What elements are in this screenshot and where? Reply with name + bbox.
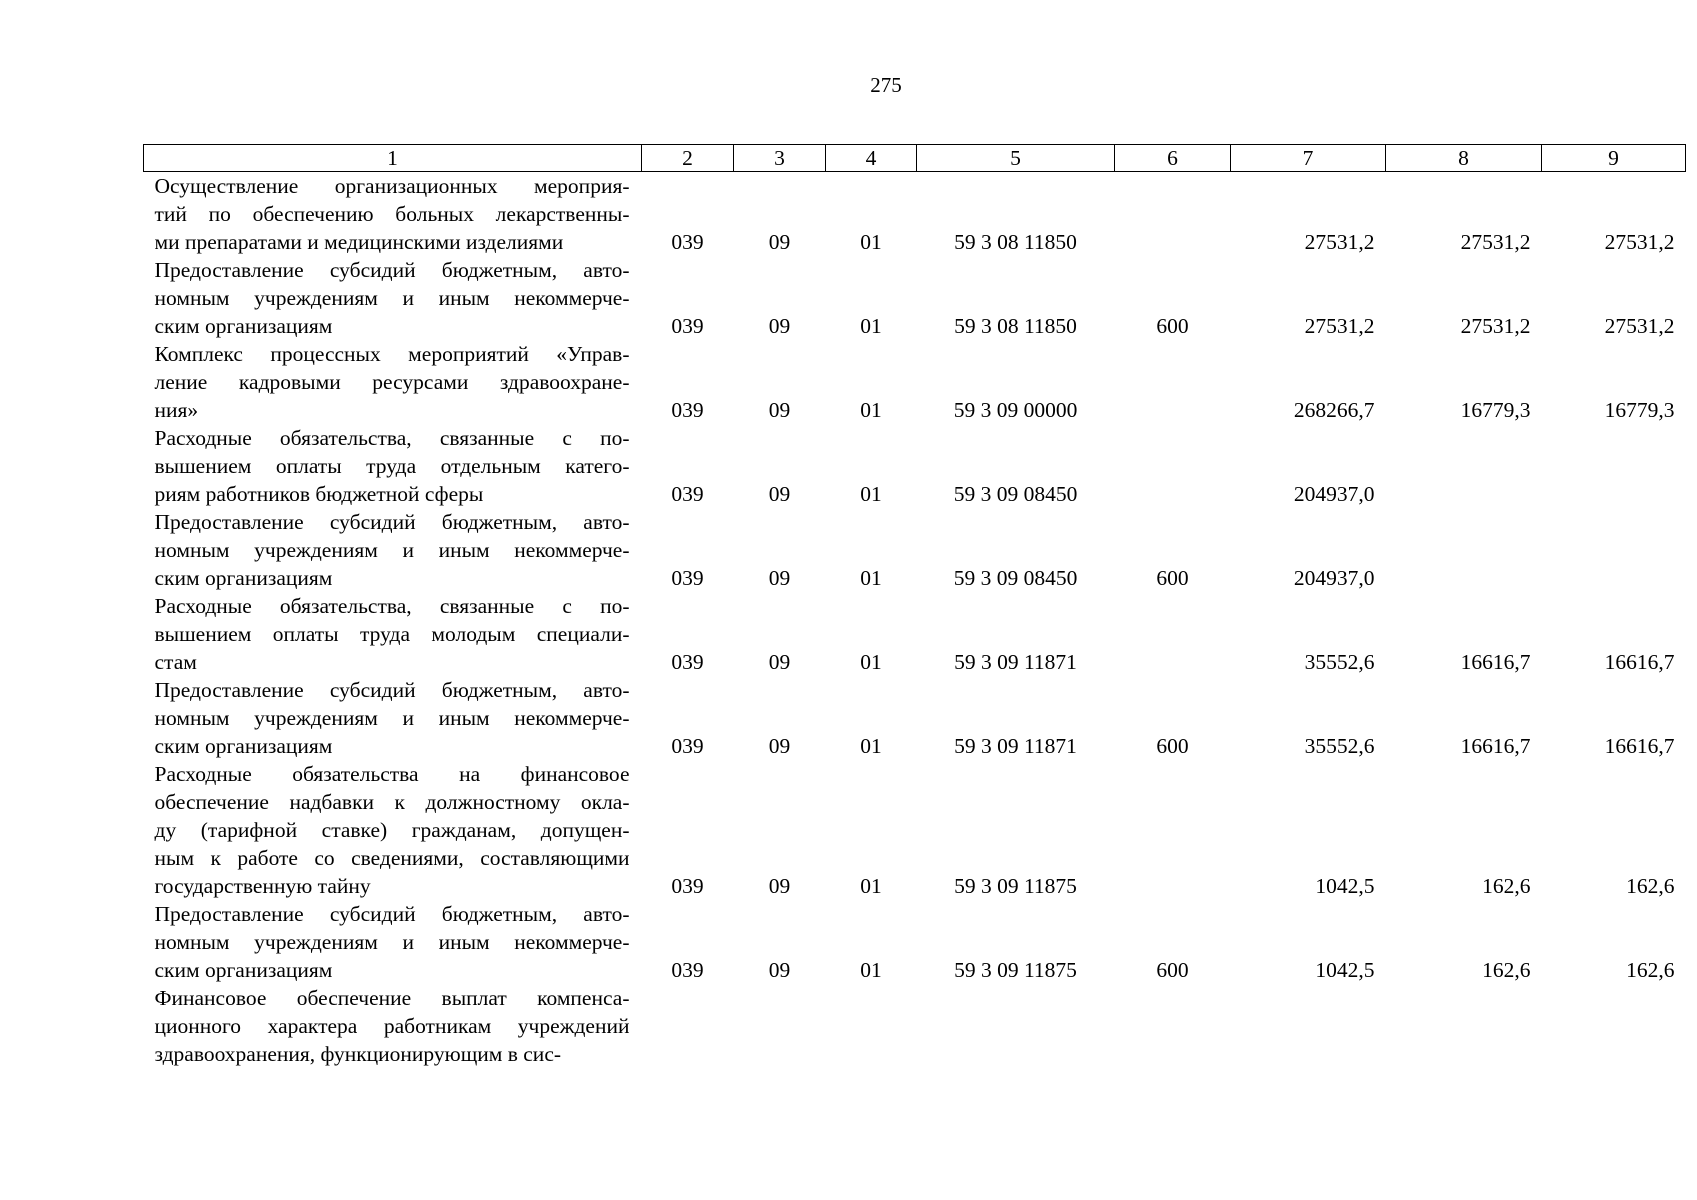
row-subsection-cell: 01 [860,734,882,758]
row-name-cell [144,984,642,1068]
row-name-line: ным к работе со сведениями, составляющими [154,846,630,870]
row-name-line: Предоставление субсидий бюджетным, авто- [154,258,630,282]
row-subsection-cell: 01 [860,566,882,590]
row-name-line: риям работников бюджетной сферы [154,482,484,506]
row-amount-1-cell: 27531,2 [1304,230,1375,254]
row-name-line: ми препаратами и медицинскими изделиями [154,230,564,254]
row-name-line: номным учреждениям и иным некоммерче- [154,286,630,310]
row-amount-2-cell: 27531,2 [1460,230,1531,254]
row-target-article-cell: 59 3 09 11875 [954,958,1077,982]
row-expense-type-cell [1115,592,1231,676]
row-amount-1-cell: 35552,6 [1304,650,1375,674]
row-name-line: Предоставление субсидий бюджетным, авто- [154,678,630,702]
row-amount-2-cell: 16616,7 [1460,734,1531,758]
header-row [144,145,1686,172]
row-amount-3-cell: 16779,3 [1604,398,1675,422]
table-row [144,984,1686,1068]
row-amount-1-cell: 1042,5 [1315,874,1375,898]
row-section-cell: 09 [768,566,791,590]
row-chapter-cell: 039 [671,398,704,422]
row-chapter-cell: 039 [671,734,704,758]
row-section-cell: 09 [768,314,791,338]
header-col-3: 3 [734,145,826,172]
row-amount-2-cell: 16779,3 [1460,398,1531,422]
row-name-line: Предоставление субсидий бюджетным, авто- [154,510,630,534]
row-expense-type-cell [1115,760,1231,900]
row-name-line: стам [154,650,197,674]
row-name-line: ским организациям [154,566,333,590]
table-row [144,592,1686,676]
row-expense-type-cell: 600 [1156,566,1189,590]
row-subsection-cell: 01 [860,482,882,506]
row-amount-1-cell: 27531,2 [1304,314,1375,338]
row-amount-3-cell [1542,424,1686,508]
row-name-line: тий по обеспечению больных лекарственны- [154,202,630,226]
row-expense-type-cell [1115,984,1231,1068]
row-name-line: вышением оплаты труда отдельным катего- [154,454,630,478]
header-col-2: 2 [642,145,734,172]
table-header [144,145,1686,172]
row-amount-3-cell: 27531,2 [1604,230,1675,254]
row-section-cell [734,984,826,1068]
row-chapter-cell: 039 [671,230,704,254]
row-amount-2-cell: 16616,7 [1460,650,1531,674]
row-amount-2-cell: 162,6 [1482,958,1531,982]
row-subsection-cell [826,984,917,1068]
row-name-line: ским организациям [154,958,333,982]
row-name-line: ским организациям [154,314,333,338]
row-name-line: обеспечение надбавки к должностному окла- [154,790,630,814]
table-row [144,424,1686,508]
row-amount-3-cell [1542,984,1686,1068]
row-chapter-cell: 039 [671,958,704,982]
row-subsection-cell: 01 [860,230,882,254]
table-row [144,340,1686,424]
row-expense-type-cell: 600 [1156,734,1189,758]
row-chapter-cell: 039 [671,566,704,590]
row-chapter-cell: 039 [671,874,704,898]
row-name-line: Расходные обязательства на финансовое [154,762,630,786]
row-target-article-cell: 59 3 08 11850 [954,230,1077,254]
row-name-line: Осуществление организационных мероприя- [154,174,630,198]
row-section-cell: 09 [768,398,791,422]
row-chapter-cell: 039 [671,314,704,338]
row-subsection-cell: 01 [860,314,882,338]
table-row [144,256,1686,340]
row-target-article-cell: 59 3 09 00000 [953,398,1078,422]
row-name-line: номным учреждениям и иным некоммерче- [154,706,630,730]
row-amount-1-cell: 35552,6 [1304,734,1375,758]
row-name-line: здравоохранения, функционирующим в сис- [154,1042,562,1066]
header-col-5: 5 [917,145,1115,172]
row-name-cell [144,340,642,424]
row-name-cell [144,900,642,984]
row-name-line: номным учреждениям и иным некоммерче- [154,930,630,954]
row-name-line: ционного характера работникам учреждений [154,1014,630,1038]
row-target-article-cell [917,984,1115,1068]
row-amount-1-cell: 204937,0 [1293,482,1375,506]
row-expense-type-cell [1115,340,1231,424]
row-name-cell [144,760,642,900]
row-amount-2-cell [1386,424,1542,508]
row-name-line: Комплекс процессных мероприятий «Управ- [154,342,630,366]
row-section-cell: 09 [768,958,791,982]
row-name-line: Расходные обязательства, связанные с по- [154,426,630,450]
row-section-cell: 09 [768,230,791,254]
header-col-7: 7 [1231,145,1386,172]
row-chapter-cell: 039 [671,650,704,674]
row-name-line: государственную тайну [154,874,371,898]
row-target-article-cell: 59 3 09 08450 [953,566,1078,590]
row-target-article-cell: 59 3 09 11875 [954,874,1077,898]
row-section-cell: 09 [768,482,791,506]
row-name-cell [144,256,642,340]
row-amount-1-cell: 1042,5 [1315,958,1375,982]
page-number: 275 [870,73,902,97]
row-name-line: ским организациям [154,734,333,758]
table-row [144,760,1686,900]
row-chapter-cell [642,984,734,1068]
row-section-cell: 09 [768,874,791,898]
row-name-line: Расходные обязательства, связанные с по- [154,594,630,618]
row-name-line: ду (тарифной ставке) гражданам, допущен- [154,818,630,842]
row-subsection-cell: 01 [860,958,882,982]
row-target-article-cell: 59 3 09 11871 [954,734,1077,758]
table-row [144,172,1686,257]
row-name-line: Финансовое обеспечение выплат компенса- [154,986,630,1010]
row-subsection-cell: 01 [860,398,882,422]
row-subsection-cell: 01 [860,650,882,674]
row-name-cell [144,172,642,257]
row-amount-1-cell: 268266,7 [1293,398,1375,422]
row-amount-3-cell: 162,6 [1626,958,1675,982]
row-amount-2-cell: 27531,2 [1460,314,1531,338]
budget-table [143,144,1686,1068]
row-name-cell [144,592,642,676]
table-row [144,508,1686,592]
row-target-article-cell: 59 3 08 11850 [954,314,1077,338]
row-target-article-cell: 59 3 09 08450 [953,482,1078,506]
row-amount-2-cell [1386,508,1542,592]
table-body [144,172,1686,1069]
row-subsection-cell: 01 [860,874,882,898]
row-amount-2-cell: 162,6 [1482,874,1531,898]
row-expense-type-cell [1115,424,1231,508]
row-name-line: Предоставление субсидий бюджетным, авто- [154,902,630,926]
row-name-cell [144,424,642,508]
header-col-8: 8 [1386,145,1542,172]
row-chapter-cell: 039 [671,482,704,506]
row-amount-1-cell [1231,984,1386,1068]
table-row [144,676,1686,760]
row-name-cell [144,676,642,760]
row-expense-type-cell [1115,172,1231,257]
row-amount-3-cell: 27531,2 [1604,314,1675,338]
header-col-1: 1 [144,145,642,172]
row-name-line: вышением оплаты труда молодым специали- [154,622,630,646]
row-section-cell: 09 [768,734,791,758]
row-amount-3-cell [1542,508,1686,592]
row-name-line: ление кадровыми ресурсами здравоохране- [154,370,630,394]
header-col-4: 4 [826,145,917,172]
row-amount-2-cell [1386,984,1542,1068]
header-col-9: 9 [1542,145,1686,172]
header-col-6: 6 [1115,145,1231,172]
row-amount-3-cell: 16616,7 [1604,650,1675,674]
row-name-line: ния» [154,398,199,422]
row-expense-type-cell: 600 [1156,958,1189,982]
row-amount-3-cell: 162,6 [1626,874,1675,898]
table-row [144,900,1686,984]
row-section-cell: 09 [768,650,791,674]
row-expense-type-cell: 600 [1156,314,1189,338]
row-target-article-cell: 59 3 09 11871 [954,650,1077,674]
row-amount-1-cell: 204937,0 [1293,566,1375,590]
row-amount-3-cell: 16616,7 [1604,734,1675,758]
row-name-line: номным учреждениям и иным некоммерче- [154,538,630,562]
row-name-cell [144,508,642,592]
